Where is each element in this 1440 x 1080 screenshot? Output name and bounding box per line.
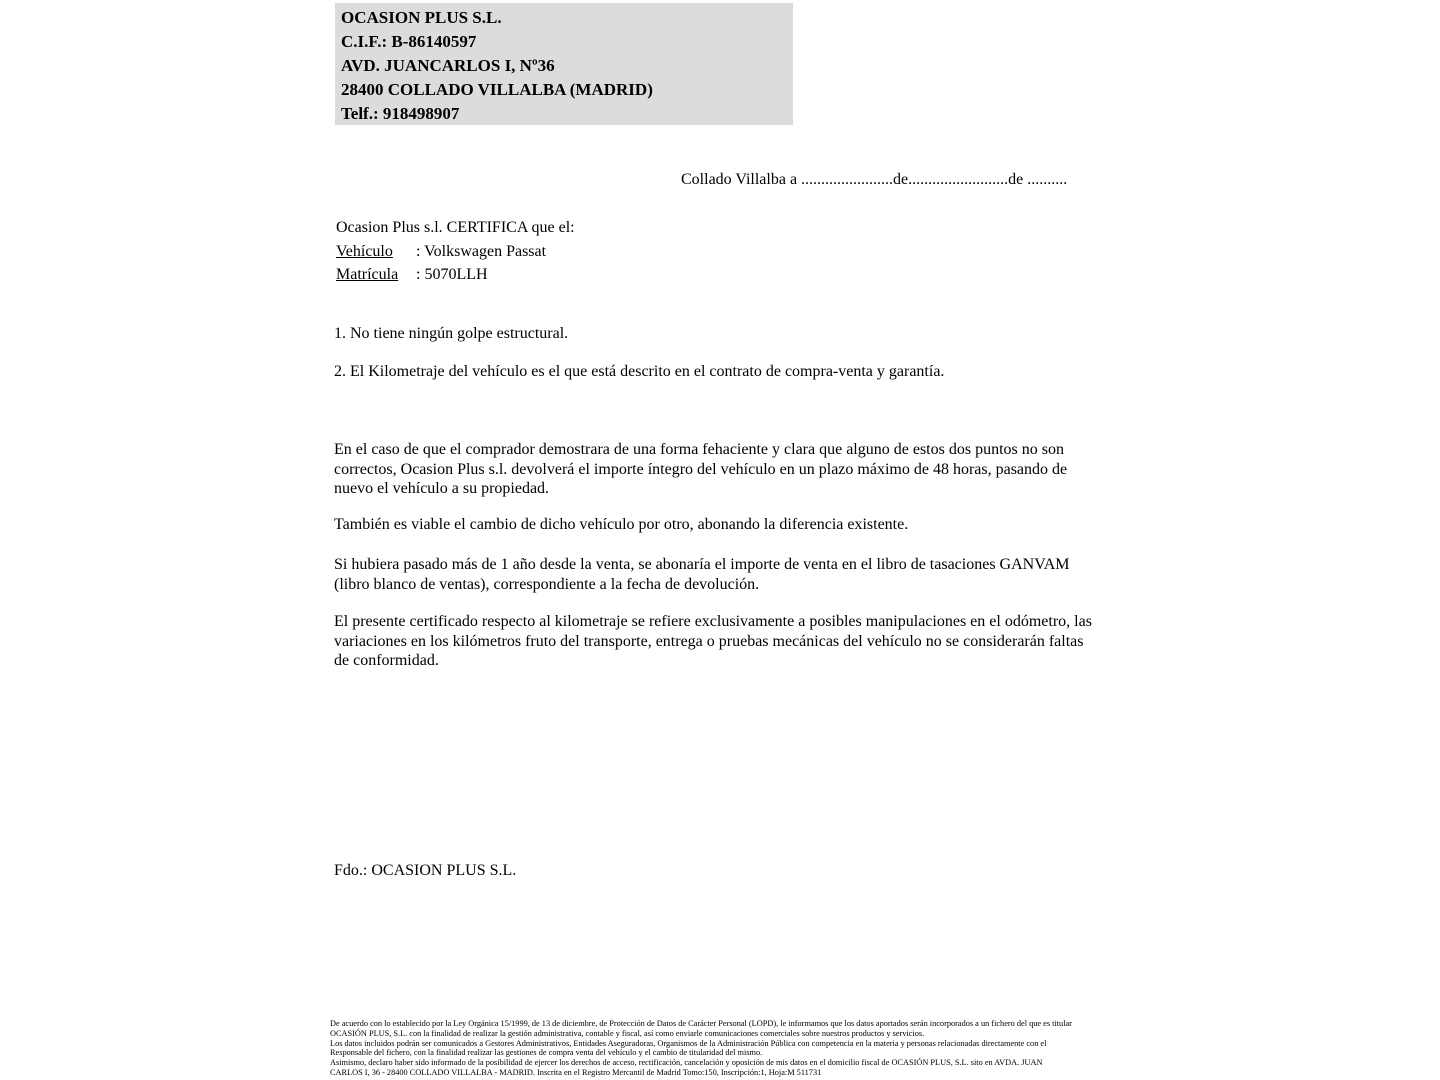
vehicle-label-wrap [336,240,416,264]
company-name: OCASION PLUS S.L. [341,8,502,27]
paragraph-ganvam-valuation: Si hubiera pasado más de 1 año desde la venta, se abonaría el importe de venta en el libro de tasaciones GANVAM (libro blanco de ventas), correspondiente a la fecha de devolución. [334,556,1070,593]
legal-line-1: De acuerdo con lo establecido por la Ley Orgánica 15/1999, de 13 de diciembre, de Protección de Datos de Carácter Personal (LOPD), le informamos que los datos aportados serán incorporados a un fichero del que es titular [330,1019,1072,1028]
date-blank-line: Collado Villalba a .......................de.........................de .......... [681,171,1068,188]
vehicle-value: : Volkswagen Passat [416,242,547,260]
certification-intro: Ocasion Plus s.l. CERTIFICA que el: [336,219,575,236]
legal-line-3: Los datos incluidos podrán ser comunicados a Gestores Administrativos, Entidades Aseguradoras, Organismos de la Administración Pública con competencia en la materia y personas relacionadas directamente con el [330,1038,1047,1048]
paragraph-odometer-disclaimer: El presente certificado respecto al kilometraje se refiere exclusivamente a posibles manipulaciones en el odómetro, las variaciones en los kilómetros fruto del transporte, entrega o pruebas mecánicas del vehículo no se considerarán faltas de conformidad. [334,613,1092,669]
company-phone: Telf.: 918498907 [341,104,460,123]
certification-block [336,216,575,287]
legal-line-6: CARLOS I, 36 - 28400 COLLADO VILLALBA - MADRID. Inscrita en el Registro Mercantil de Madrid Tomo:150, Inscripción:1, Hoja:M 511731 [330,1067,822,1077]
plate-label-wrap [336,263,416,287]
company-header-box [335,3,793,125]
legal-line-4: Responsable del fichero, con la finalidad realizar las gestiones de compra venta del vehículo y el cambio de titularidad del mismo. [330,1048,763,1058]
plate-value: : 5070LLH [416,266,488,283]
company-address: AVD. JUANCARLOS I, Nº36 [341,56,555,75]
paragraph-refund-terms: En el caso de que el comprador demostrara de una forma fehaciente y clara que alguno de estos dos puntos no son correctos, Ocasion Plus s.l. devolverá el importe íntegro del vehículo en un plazo máximo de 48 horas, pasando de nuevo el vehículo a su propiedad. [334,441,1068,497]
vehicle-label: Vehículo [336,242,393,260]
signature-line: Fdo.: OCASION PLUS S.L. [334,862,517,879]
legal-fine-print [330,1019,1120,1078]
legal-line-5: Asimismo, declaro haber sido informado de la posibilidad de ejercer los derechos de acceso, rectificación, cancelación y oposición de mis datos en el domicilio fiscal de OCASIÓN PLUS, S.L. sito en AVDA. JUAN [330,1058,1043,1068]
certified-point-2: 2. El Kilometraje del vehículo es el que está descrito en el contrato de compra-venta y garantía. [334,363,945,380]
vehicle-field-row [336,240,575,264]
certified-point-1: 1. No tiene ningún golpe estructural. [334,325,569,342]
company-city: 28400 COLLADO VILLALBA (MADRID) [341,80,653,99]
company-cif: C.I.F.: B-86140597 [341,32,477,51]
legal-line-2: OCASIÓN PLUS, S.L. con la finalidad de realizar la gestión administrativa, contable y fiscal, así como enviarle comunicaciones comerciales sobre nuestros productos y servicios. [330,1028,925,1038]
plate-label: Matrícula [336,266,399,283]
plate-field-row [336,263,575,287]
paragraph-exchange-option: También es viable el cambio de dicho vehículo por otro, abonando la diferencia existente. [334,516,909,533]
